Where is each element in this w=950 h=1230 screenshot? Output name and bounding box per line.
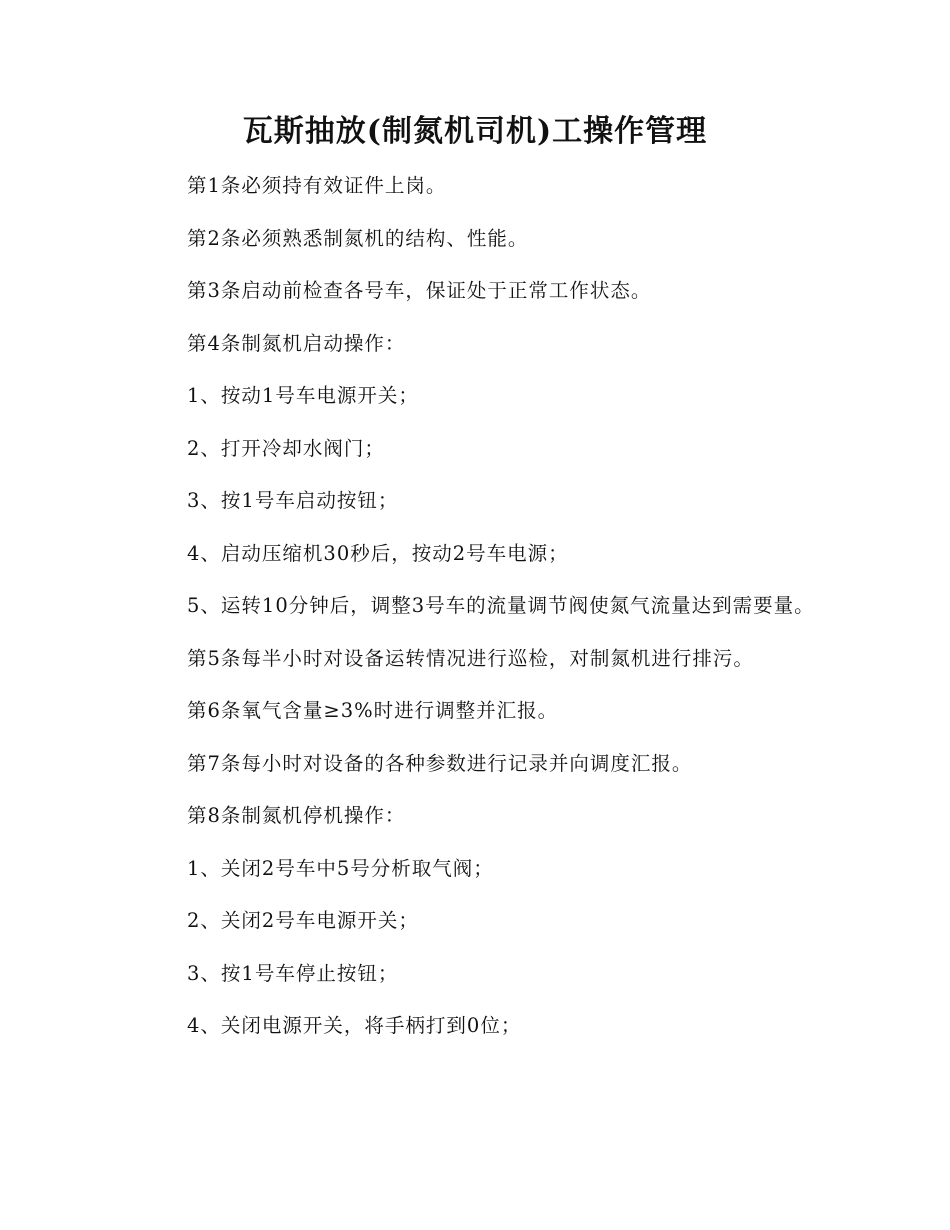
paragraph-10: 第5条每半小时对设备运转情况进行巡检，对制氮机进行排污。 xyxy=(187,646,754,670)
paragraph-3: 第3条启动前检查各号车，保证处于正常工作状态。 xyxy=(187,279,652,302)
paragraph-6: 2、打开冷却水阀门； xyxy=(187,436,385,460)
paragraph-7: 3、按1号车启动按钮； xyxy=(187,489,399,512)
paragraph-16: 3、按1号车停止按钮； xyxy=(187,961,399,985)
document-title: 瓦斯抽放(制氮机司机)工操作管理 xyxy=(242,114,708,149)
paragraph-8: 4、启动压缩机30秒后，按动2号车电源； xyxy=(187,541,569,565)
paragraph-4: 第4条制氮机启动操作： xyxy=(187,331,406,355)
paragraph-5: 1、按动1号车电源开关； xyxy=(187,384,419,407)
paragraph-12: 第7条每小时对设备的各种参数进行记录并向调度汇报。 xyxy=(187,751,693,775)
paragraph-11: 第6条氧气含量≥3%时进行调整并汇报。 xyxy=(187,699,559,722)
paragraph-14: 1、关闭2号车中5号分析取气阀； xyxy=(187,856,494,880)
document-body xyxy=(143,166,823,1059)
paragraph-13: 第8条制氮机停机操作： xyxy=(187,804,406,827)
paragraph-17: 4、关闭电源开关，将手柄打到0位； xyxy=(187,1014,522,1037)
paragraph-2: 第2条必须熟悉制氮机的结构、性能。 xyxy=(187,226,529,250)
paragraph-15: 2、关闭2号车电源开关； xyxy=(187,909,419,932)
paragraph-1: 第1条必须持有效证件上岗。 xyxy=(187,174,447,197)
paragraph-9: 5、运转10分钟后，调整3号车的流量调节阀使氮气流量达到需要量。 xyxy=(187,594,815,617)
